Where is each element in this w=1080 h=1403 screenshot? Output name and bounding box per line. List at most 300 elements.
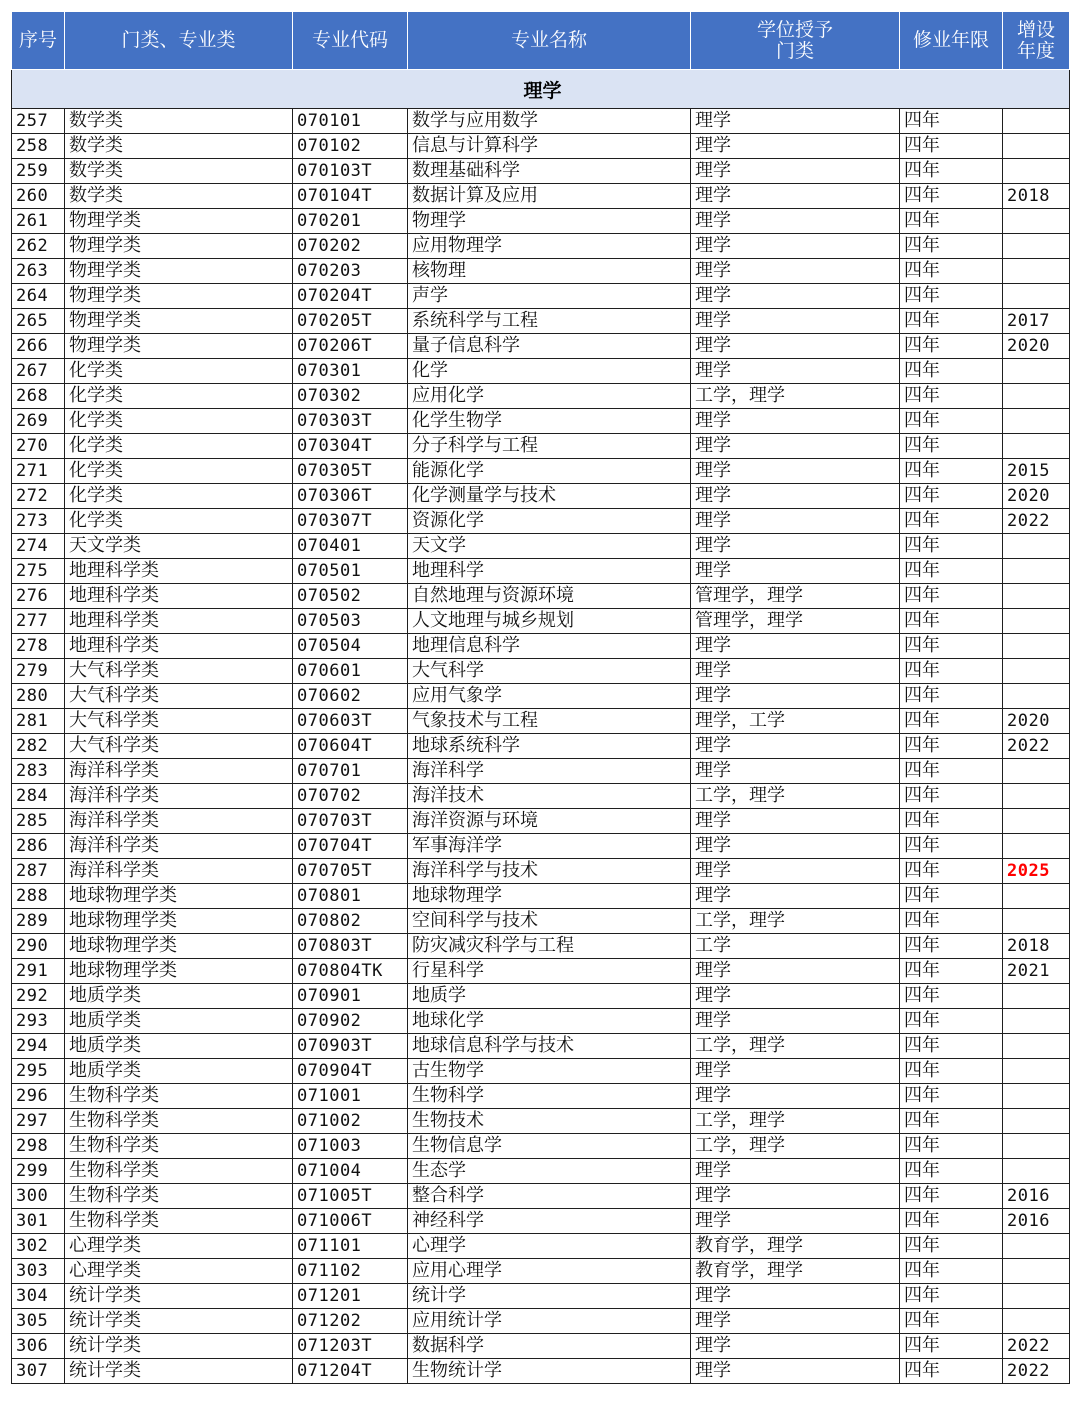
cell-seq: 292 xyxy=(12,984,65,1009)
cell-year: 2018 xyxy=(1003,184,1070,209)
cell-seq: 272 xyxy=(12,484,65,509)
table-row xyxy=(12,1159,1070,1184)
table-row xyxy=(12,459,1070,484)
cell-degree: 理学 xyxy=(691,659,900,684)
cell-seq: 295 xyxy=(12,1059,65,1084)
cell-duration: 四年 xyxy=(900,134,1003,159)
cell-code: 070401 xyxy=(293,534,408,559)
cell-seq: 291 xyxy=(12,959,65,984)
table-row xyxy=(12,734,1070,759)
cell-seq: 267 xyxy=(12,359,65,384)
cell-code: 070204T xyxy=(293,284,408,309)
cell-seq: 265 xyxy=(12,309,65,334)
cell-name: 防灾减灾科学与工程 xyxy=(408,934,691,959)
cell-code: 070102 xyxy=(293,134,408,159)
cell-year xyxy=(1003,409,1070,434)
cell-category: 物理学类 xyxy=(65,309,293,334)
cell-name: 量子信息科学 xyxy=(408,334,691,359)
cell-degree: 理学 xyxy=(691,334,900,359)
cell-seq: 257 xyxy=(12,109,65,134)
cell-degree: 教育学，理学 xyxy=(691,1259,900,1284)
cell-category: 地球物理学类 xyxy=(65,959,293,984)
cell-seq: 263 xyxy=(12,259,65,284)
cell-duration: 四年 xyxy=(900,609,1003,634)
cell-duration: 四年 xyxy=(900,459,1003,484)
cell-degree: 理学 xyxy=(691,1009,900,1034)
cell-name: 自然地理与资源环境 xyxy=(408,584,691,609)
cell-name: 应用心理学 xyxy=(408,1259,691,1284)
cell-seq: 285 xyxy=(12,809,65,834)
table-row xyxy=(12,909,1070,934)
cell-degree: 理学 xyxy=(691,959,900,984)
cell-category: 生物科学类 xyxy=(65,1184,293,1209)
cell-seq: 287 xyxy=(12,859,65,884)
cell-code: 070101 xyxy=(293,109,408,134)
cell-code: 070602 xyxy=(293,684,408,709)
cell-code: 071102 xyxy=(293,1259,408,1284)
cell-year xyxy=(1003,684,1070,709)
cell-code: 071201 xyxy=(293,1284,408,1309)
cell-seq: 262 xyxy=(12,234,65,259)
cell-code: 070604T xyxy=(293,734,408,759)
cell-year: 2020 xyxy=(1003,334,1070,359)
cell-duration: 四年 xyxy=(900,534,1003,559)
table-row xyxy=(12,759,1070,784)
cell-seq: 293 xyxy=(12,1009,65,1034)
cell-seq: 271 xyxy=(12,459,65,484)
table-row xyxy=(12,884,1070,909)
cell-degree: 理学 xyxy=(691,1309,900,1334)
cell-year: 2016 xyxy=(1003,1184,1070,1209)
cell-duration: 四年 xyxy=(900,1359,1003,1384)
table-row xyxy=(12,1034,1070,1059)
cell-duration: 四年 xyxy=(900,734,1003,759)
table-row xyxy=(12,134,1070,159)
cell-duration: 四年 xyxy=(900,909,1003,934)
cell-category: 心理学类 xyxy=(65,1234,293,1259)
cell-year xyxy=(1003,984,1070,1009)
cell-seq: 289 xyxy=(12,909,65,934)
cell-seq: 307 xyxy=(12,1359,65,1384)
cell-degree: 理学 xyxy=(691,284,900,309)
cell-duration: 四年 xyxy=(900,1059,1003,1084)
cell-seq: 286 xyxy=(12,834,65,859)
cell-degree: 理学 xyxy=(691,1284,900,1309)
cell-duration: 四年 xyxy=(900,259,1003,284)
cell-code: 070307T xyxy=(293,509,408,534)
cell-name: 声学 xyxy=(408,284,691,309)
header-year xyxy=(1003,12,1070,70)
cell-category: 物理学类 xyxy=(65,259,293,284)
cell-code: 070702 xyxy=(293,784,408,809)
cell-degree: 理学 xyxy=(691,234,900,259)
cell-degree: 理学 xyxy=(691,309,900,334)
cell-code: 070103T xyxy=(293,159,408,184)
cell-duration: 四年 xyxy=(900,109,1003,134)
cell-category: 化学类 xyxy=(65,409,293,434)
cell-duration: 四年 xyxy=(900,809,1003,834)
cell-name: 古生物学 xyxy=(408,1059,691,1084)
cell-code: 071004 xyxy=(293,1159,408,1184)
cell-duration: 四年 xyxy=(900,859,1003,884)
cell-duration: 四年 xyxy=(900,1034,1003,1059)
cell-duration: 四年 xyxy=(900,1234,1003,1259)
section-row xyxy=(12,70,1070,109)
cell-degree: 理学 xyxy=(691,184,900,209)
cell-year: 2020 xyxy=(1003,484,1070,509)
cell-year: 2015 xyxy=(1003,459,1070,484)
cell-code: 070206T xyxy=(293,334,408,359)
cell-duration: 四年 xyxy=(900,634,1003,659)
cell-category: 心理学类 xyxy=(65,1259,293,1284)
cell-degree: 理学 xyxy=(691,1059,900,1084)
cell-year: 2022 xyxy=(1003,734,1070,759)
header-category: 门类、专业类 xyxy=(65,12,293,70)
cell-name: 数理基础科学 xyxy=(408,159,691,184)
cell-duration: 四年 xyxy=(900,234,1003,259)
cell-degree: 理学 xyxy=(691,734,900,759)
cell-category: 化学类 xyxy=(65,509,293,534)
cell-name: 地理科学 xyxy=(408,559,691,584)
cell-year xyxy=(1003,159,1070,184)
cell-degree: 理学 xyxy=(691,509,900,534)
cell-code: 070703T xyxy=(293,809,408,834)
cell-duration: 四年 xyxy=(900,1109,1003,1134)
cell-code: 070301 xyxy=(293,359,408,384)
table-row xyxy=(12,934,1070,959)
cell-degree: 理学 xyxy=(691,259,900,284)
table-row xyxy=(12,834,1070,859)
majors-table xyxy=(11,11,1070,1384)
cell-duration: 四年 xyxy=(900,484,1003,509)
cell-name: 系统科学与工程 xyxy=(408,309,691,334)
table-row xyxy=(12,684,1070,709)
cell-category: 地理科学类 xyxy=(65,559,293,584)
cell-year xyxy=(1003,584,1070,609)
table-row xyxy=(12,234,1070,259)
cell-duration: 四年 xyxy=(900,984,1003,1009)
cell-degree: 理学 xyxy=(691,434,900,459)
cell-name: 核物理 xyxy=(408,259,691,284)
cell-name: 物理学 xyxy=(408,209,691,234)
cell-year: 2021 xyxy=(1003,959,1070,984)
cell-seq: 305 xyxy=(12,1309,65,1334)
cell-year xyxy=(1003,1109,1070,1134)
cell-seq: 283 xyxy=(12,759,65,784)
section-title: 理学 xyxy=(12,70,1070,109)
cell-year: 2022 xyxy=(1003,1334,1070,1359)
cell-category: 数学类 xyxy=(65,134,293,159)
cell-year xyxy=(1003,359,1070,384)
cell-seq: 280 xyxy=(12,684,65,709)
cell-duration: 四年 xyxy=(900,1159,1003,1184)
table-row xyxy=(12,359,1070,384)
cell-degree: 理学 xyxy=(691,884,900,909)
cell-year xyxy=(1003,134,1070,159)
cell-degree: 理学 xyxy=(691,159,900,184)
cell-category: 地球物理学类 xyxy=(65,934,293,959)
cell-year xyxy=(1003,784,1070,809)
cell-seq: 294 xyxy=(12,1034,65,1059)
cell-year: 2025 xyxy=(1003,859,1070,884)
cell-seq: 304 xyxy=(12,1284,65,1309)
cell-code: 070504 xyxy=(293,634,408,659)
cell-category: 统计学类 xyxy=(65,1334,293,1359)
table-row xyxy=(12,634,1070,659)
table-row xyxy=(12,284,1070,309)
cell-degree: 理学 xyxy=(691,809,900,834)
cell-name: 应用统计学 xyxy=(408,1309,691,1334)
cell-degree: 工学，理学 xyxy=(691,384,900,409)
cell-year xyxy=(1003,284,1070,309)
cell-year xyxy=(1003,834,1070,859)
cell-year xyxy=(1003,1059,1070,1084)
cell-seq: 275 xyxy=(12,559,65,584)
cell-name: 军事海洋学 xyxy=(408,834,691,859)
cell-category: 统计学类 xyxy=(65,1284,293,1309)
table-row xyxy=(12,1009,1070,1034)
cell-degree: 理学 xyxy=(691,1184,900,1209)
header-name: 专业名称 xyxy=(408,12,691,70)
cell-duration: 四年 xyxy=(900,159,1003,184)
cell-category: 地质学类 xyxy=(65,1009,293,1034)
table-row xyxy=(12,1209,1070,1234)
cell-code: 070803T xyxy=(293,934,408,959)
cell-year xyxy=(1003,234,1070,259)
cell-duration: 四年 xyxy=(900,959,1003,984)
cell-seq: 258 xyxy=(12,134,65,159)
cell-name: 分子科学与工程 xyxy=(408,434,691,459)
cell-category: 数学类 xyxy=(65,159,293,184)
cell-seq: 278 xyxy=(12,634,65,659)
cell-duration: 四年 xyxy=(900,884,1003,909)
cell-name: 生物技术 xyxy=(408,1109,691,1134)
table-row xyxy=(12,184,1070,209)
cell-year xyxy=(1003,909,1070,934)
table-row xyxy=(12,334,1070,359)
cell-name: 人文地理与城乡规划 xyxy=(408,609,691,634)
cell-year xyxy=(1003,384,1070,409)
cell-degree: 理学 xyxy=(691,634,900,659)
cell-name: 地理信息科学 xyxy=(408,634,691,659)
cell-name: 生物信息学 xyxy=(408,1134,691,1159)
cell-seq: 276 xyxy=(12,584,65,609)
cell-year xyxy=(1003,434,1070,459)
cell-name: 地球化学 xyxy=(408,1009,691,1034)
table-row xyxy=(12,1184,1070,1209)
cell-seq: 296 xyxy=(12,1084,65,1109)
cell-seq: 266 xyxy=(12,334,65,359)
cell-degree: 管理学，理学 xyxy=(691,609,900,634)
table-row xyxy=(12,1359,1070,1384)
cell-code: 070502 xyxy=(293,584,408,609)
cell-year xyxy=(1003,1284,1070,1309)
cell-name: 神经科学 xyxy=(408,1209,691,1234)
cell-duration: 四年 xyxy=(900,1209,1003,1234)
cell-duration: 四年 xyxy=(900,359,1003,384)
cell-year xyxy=(1003,809,1070,834)
cell-year: 2018 xyxy=(1003,934,1070,959)
cell-seq: 269 xyxy=(12,409,65,434)
cell-code: 070701 xyxy=(293,759,408,784)
cell-duration: 四年 xyxy=(900,1184,1003,1209)
table-row xyxy=(12,609,1070,634)
table-row xyxy=(12,1284,1070,1309)
table-row xyxy=(12,259,1070,284)
cell-category: 海洋科学类 xyxy=(65,759,293,784)
cell-duration: 四年 xyxy=(900,684,1003,709)
table-row xyxy=(12,659,1070,684)
table-row xyxy=(12,1334,1070,1359)
table-row xyxy=(12,534,1070,559)
cell-code: 070205T xyxy=(293,309,408,334)
cell-category: 生物科学类 xyxy=(65,1209,293,1234)
cell-year xyxy=(1003,559,1070,584)
cell-code: 070302 xyxy=(293,384,408,409)
cell-code: 071005T xyxy=(293,1184,408,1209)
cell-seq: 303 xyxy=(12,1259,65,1284)
cell-category: 地理科学类 xyxy=(65,634,293,659)
cell-year: 2017 xyxy=(1003,309,1070,334)
cell-degree: 教育学，理学 xyxy=(691,1234,900,1259)
cell-degree: 理学 xyxy=(691,1159,900,1184)
cell-code: 070104T xyxy=(293,184,408,209)
cell-degree: 理学 xyxy=(691,1334,900,1359)
cell-degree: 理学 xyxy=(691,109,900,134)
cell-category: 地质学类 xyxy=(65,1059,293,1084)
cell-duration: 四年 xyxy=(900,1084,1003,1109)
cell-year xyxy=(1003,1034,1070,1059)
cell-category: 数学类 xyxy=(65,109,293,134)
cell-code: 070804TK xyxy=(293,959,408,984)
cell-year: 2022 xyxy=(1003,1359,1070,1384)
cell-name: 整合科学 xyxy=(408,1184,691,1209)
table-row xyxy=(12,209,1070,234)
cell-code: 070801 xyxy=(293,884,408,909)
cell-category: 物理学类 xyxy=(65,209,293,234)
cell-category: 海洋科学类 xyxy=(65,809,293,834)
cell-name: 应用化学 xyxy=(408,384,691,409)
cell-name: 生物科学 xyxy=(408,1084,691,1109)
cell-code: 071006T xyxy=(293,1209,408,1234)
cell-duration: 四年 xyxy=(900,184,1003,209)
cell-code: 070603T xyxy=(293,709,408,734)
cell-name: 地质学 xyxy=(408,984,691,1009)
header-code: 专业代码 xyxy=(293,12,408,70)
cell-code: 071203T xyxy=(293,1334,408,1359)
cell-category: 大气科学类 xyxy=(65,734,293,759)
table-row xyxy=(12,859,1070,884)
cell-name: 天文学 xyxy=(408,534,691,559)
cell-degree: 工学，理学 xyxy=(691,1034,900,1059)
table-row xyxy=(12,959,1070,984)
cell-degree: 理学 xyxy=(691,759,900,784)
cell-year xyxy=(1003,659,1070,684)
cell-name: 空间科学与技术 xyxy=(408,909,691,934)
cell-category: 地球物理学类 xyxy=(65,909,293,934)
cell-name: 气象技术与工程 xyxy=(408,709,691,734)
cell-seq: 284 xyxy=(12,784,65,809)
cell-year xyxy=(1003,609,1070,634)
cell-name: 地球系统科学 xyxy=(408,734,691,759)
cell-year xyxy=(1003,1309,1070,1334)
cell-category: 生物科学类 xyxy=(65,1109,293,1134)
cell-degree: 理学 xyxy=(691,359,900,384)
header-year-line2: 年度 xyxy=(1016,39,1055,62)
cell-name: 应用气象学 xyxy=(408,684,691,709)
cell-category: 海洋科学类 xyxy=(65,859,293,884)
cell-seq: 274 xyxy=(12,534,65,559)
header-seq: 序号 xyxy=(12,12,65,70)
cell-name: 化学测量学与技术 xyxy=(408,484,691,509)
cell-duration: 四年 xyxy=(900,759,1003,784)
cell-seq: 277 xyxy=(12,609,65,634)
cell-name: 行星科学 xyxy=(408,959,691,984)
cell-degree: 理学 xyxy=(691,859,900,884)
cell-name: 地球信息科学与技术 xyxy=(408,1034,691,1059)
table-row xyxy=(12,109,1070,134)
cell-category: 生物科学类 xyxy=(65,1134,293,1159)
cell-degree: 工学 xyxy=(691,934,900,959)
table-row xyxy=(12,159,1070,184)
cell-code: 070704T xyxy=(293,834,408,859)
cell-duration: 四年 xyxy=(900,409,1003,434)
cell-duration: 四年 xyxy=(900,309,1003,334)
cell-duration: 四年 xyxy=(900,334,1003,359)
cell-year: 2016 xyxy=(1003,1209,1070,1234)
table-row xyxy=(12,1084,1070,1109)
cell-category: 统计学类 xyxy=(65,1359,293,1384)
cell-year xyxy=(1003,209,1070,234)
cell-seq: 264 xyxy=(12,284,65,309)
header-duration: 修业年限 xyxy=(900,12,1003,70)
cell-seq: 301 xyxy=(12,1209,65,1234)
cell-duration: 四年 xyxy=(900,559,1003,584)
cell-degree: 理学 xyxy=(691,459,900,484)
cell-degree: 理学 xyxy=(691,1359,900,1384)
cell-code: 070902 xyxy=(293,1009,408,1034)
cell-category: 地质学类 xyxy=(65,1034,293,1059)
cell-name: 海洋资源与环境 xyxy=(408,809,691,834)
cell-category: 化学类 xyxy=(65,434,293,459)
cell-seq: 259 xyxy=(12,159,65,184)
cell-code: 070901 xyxy=(293,984,408,1009)
cell-category: 化学类 xyxy=(65,459,293,484)
cell-year xyxy=(1003,1084,1070,1109)
cell-year xyxy=(1003,1159,1070,1184)
cell-category: 物理学类 xyxy=(65,334,293,359)
cell-name: 心理学 xyxy=(408,1234,691,1259)
cell-seq: 261 xyxy=(12,209,65,234)
cell-duration: 四年 xyxy=(900,1259,1003,1284)
cell-name: 应用物理学 xyxy=(408,234,691,259)
cell-category: 统计学类 xyxy=(65,1309,293,1334)
cell-code: 070501 xyxy=(293,559,408,584)
cell-name: 资源化学 xyxy=(408,509,691,534)
cell-year xyxy=(1003,534,1070,559)
cell-year xyxy=(1003,634,1070,659)
table-row xyxy=(12,1109,1070,1134)
cell-degree: 理学 xyxy=(691,534,900,559)
cell-year: 2022 xyxy=(1003,509,1070,534)
cell-degree: 理学 xyxy=(691,834,900,859)
cell-code: 071204T xyxy=(293,1359,408,1384)
cell-category: 生物科学类 xyxy=(65,1084,293,1109)
cell-category: 物理学类 xyxy=(65,284,293,309)
cell-code: 071002 xyxy=(293,1109,408,1134)
cell-name: 数据计算及应用 xyxy=(408,184,691,209)
cell-code: 070306T xyxy=(293,484,408,509)
